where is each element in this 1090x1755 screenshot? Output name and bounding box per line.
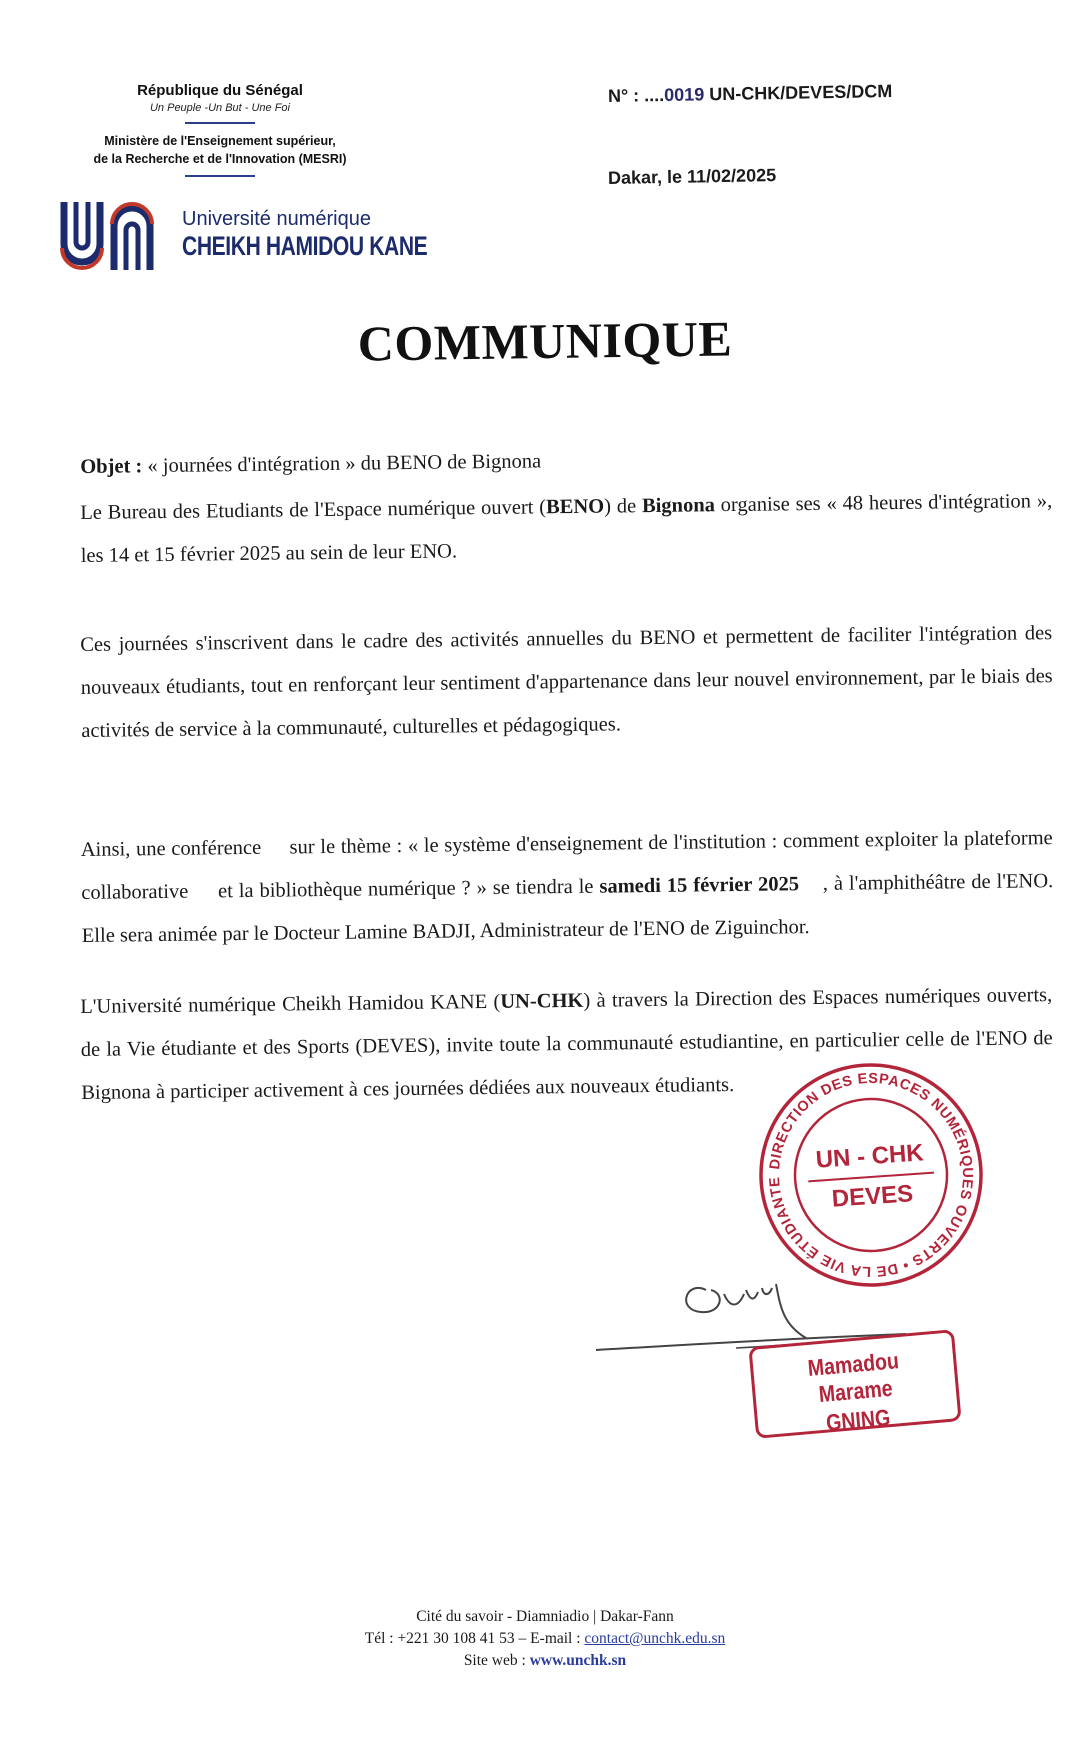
header-divider-2 (185, 175, 255, 177)
signatory-name-line-1: Mamadou Marame (806, 1347, 900, 1408)
subject-line (80, 434, 1052, 489)
reference-number (608, 81, 893, 107)
ministry-line-1: Ministère de l'Enseignement supérieur, (104, 134, 336, 148)
paragraph-3 (80, 774, 1059, 1001)
footer-web-label: Site web : (463, 1652, 530, 1669)
unchk-logo-icon (58, 196, 178, 276)
p3-text-a: Ainsi, une conférence sur le thème : « le système d'enseignement de l'institution : comment exploiter la plateforme collaborative et la bibliothèque numérique ? » se tiendra le (80, 827, 1058, 904)
p3-text-c: , à l'amphithéâtre de l'ENO. Elle sera animée par le Docteur Lamine BADJI, Administrateur de l'ENO de Ziguinchor. (81, 870, 1059, 947)
institution-header (70, 82, 370, 177)
signatory-name-stamp (748, 1329, 961, 1439)
reference-suffix: UN-CHK/DEVES/DCM (704, 81, 893, 105)
reference-prefix: N° : .... (607, 85, 665, 106)
p1-text-c: ) de (604, 495, 643, 518)
stamp-ring-text: DIRECTION DES ESPACES NUMÉRIQUES OUVERTS • DE LA VIE ÉTUDIANTE ET DES SPORTS • (748, 1055, 976, 1280)
document-footer (0, 1606, 1090, 1672)
official-stamp (748, 1052, 993, 1297)
p4-text-c: ) à travers la Direction des Espaces numériques ouverts, de la Vie étudiante et des Sports (DEVES), invite toute la communauté estudiantine, en particulier celle de l'ENO de Bignona à participer activement à ces journées dédiées aux nouveaux étudiants. (80, 984, 1053, 1104)
footer-website (0, 1650, 1090, 1672)
stamp-center-line-1: UN - CHK (814, 1139, 925, 1174)
paragraph-2: Ces journées s'inscrivent dans le cadre des activités annuelles du BENO et permettent de faciliter l'intégration des nouveaux étudiants, tout en renforçant leur sentiment d'appartenance dans leur nouvel environnement, par le biais des activités de service à la communauté, culturelles et pédagogiques. (80, 622, 1053, 742)
header-divider (185, 122, 255, 124)
p1-beno: BENO (545, 495, 605, 519)
footer-contact (0, 1628, 1090, 1650)
document-title: COMMUNIQUE (357, 310, 733, 372)
university-name (182, 208, 497, 262)
p4-unchk: UN-CHK (500, 989, 584, 1013)
university-logo (58, 196, 428, 276)
signatory-name-line-2: GNING (825, 1404, 892, 1436)
reference-digits: 0019 (664, 84, 705, 106)
footer-email-link[interactable]: contact@unchk.edu.sn (584, 1630, 726, 1647)
p1-text-e: organise ses « 48 heures d'intégration », les 14 et 15 février 2025 au sein de leur ENO. (80, 490, 1053, 567)
subject-text: « journées d'intégration » du BENO de Bignona (142, 450, 542, 478)
ministry-line-2: de la Recherche et de l'Innovation (MESRI) (93, 152, 347, 166)
republic-name: République du Sénégal (137, 82, 303, 99)
footer-web-link[interactable]: www.unchk.sn (529, 1652, 627, 1669)
p3-event-date: samedi 15 février 2025 (599, 873, 800, 898)
p1-text-a: Le Bureau des Etudiants de l'Espace numérique ouvert ( (80, 496, 547, 524)
document-date: Dakar, le 11/02/2025 (607, 165, 777, 188)
footer-address: Cité du savoir - Diamniadio | Dakar-Fann (416, 1608, 674, 1625)
stamp-center-line-2: DEVES (830, 1180, 915, 1213)
university-name-line-1: Université numérique (182, 208, 371, 230)
university-name-line-2: CHEIKH HAMIDOU KANE (182, 231, 428, 261)
p4-text-a: L'Université numérique Cheikh Hamidou KANE ( (80, 990, 501, 1018)
p1-bignona: Bignona (641, 494, 716, 518)
national-motto: Un Peuple -Un But - Une Foi (149, 102, 290, 114)
paragraph-1 (80, 480, 1053, 578)
stamp-icon (748, 1052, 993, 1297)
footer-phone: Tél : +221 30 108 41 53 – E-mail : (364, 1630, 585, 1647)
subject-label: Objet : (80, 455, 143, 478)
